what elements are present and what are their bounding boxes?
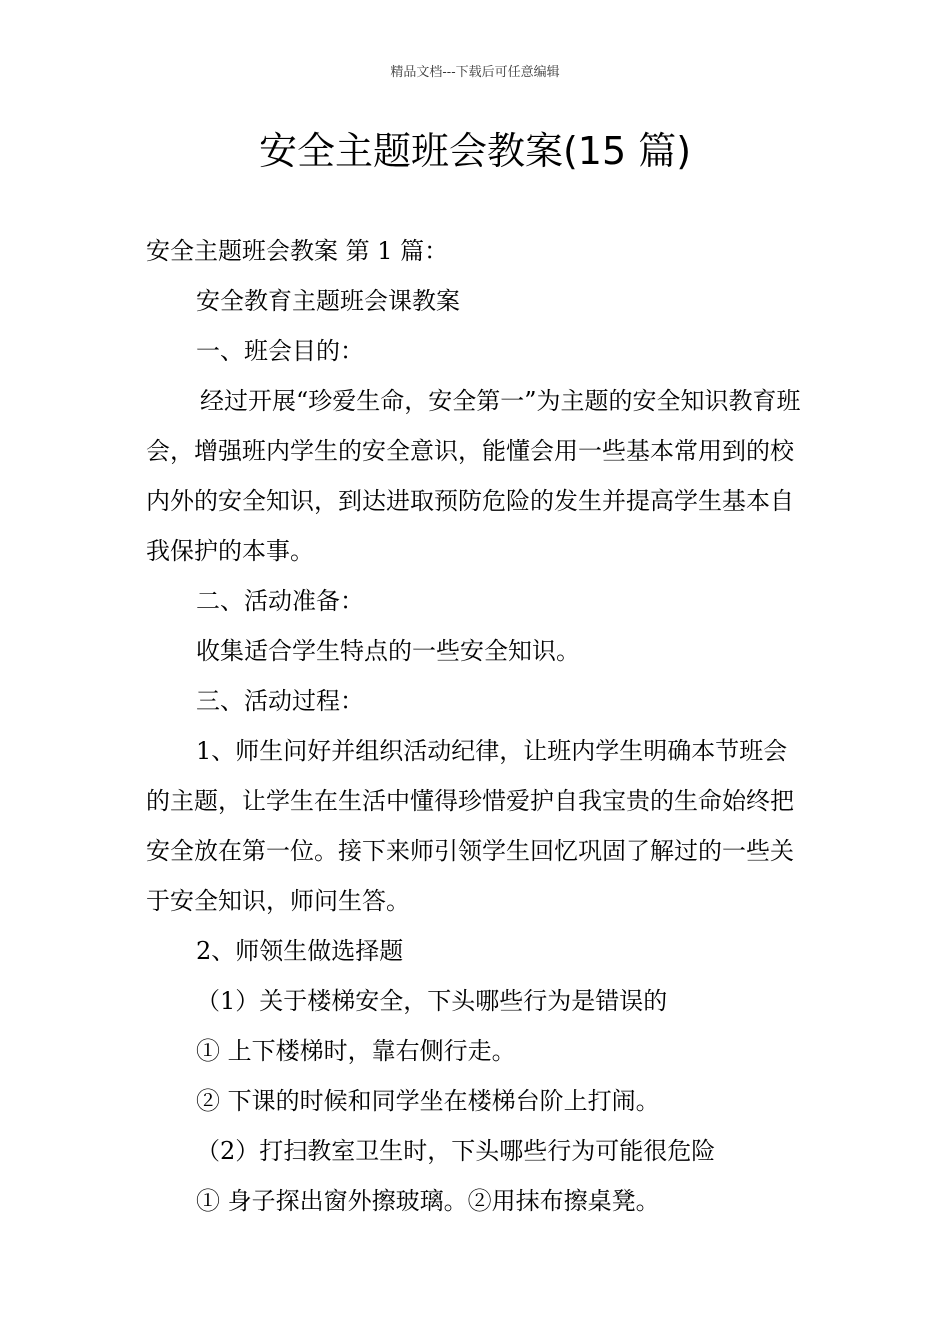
paragraph: 一、班会目的：: [196, 337, 364, 365]
paragraph: ① 上下楼梯时，靠右侧行走。: [196, 1037, 516, 1065]
paragraph: （2）打扫教室卫生时，下头哪些行为可能很危险: [196, 1137, 716, 1165]
document-title: 安全主题班会教案(15 篇): [258, 129, 692, 173]
document-body: [146, 226, 808, 1226]
paragraph: 收集适合学生特点的一些安全知识。: [196, 637, 580, 665]
paragraph: 二、活动准备：: [196, 587, 364, 615]
page-header-note: 精品文档---下载后可任意编辑: [390, 65, 560, 80]
paragraph: 2、师领生做选择题: [196, 937, 404, 965]
paragraph: 经过开展“珍爱生命，安全第一”为主题的安全知识教育班会，增强班内学生的安全意识，能懂会用一些基本常用到的校内外的安全知识，到达进取预防危险的发生并提高学生基本自我保护的本事。: [146, 387, 801, 565]
paragraph: 1、师生问好并组织活动纪律，让班内学生明确本节班会的主题，让学生在生活中懂得珍惜爱护自我宝贵的生命始终把安全放在第一位。接下来师引领学生回忆巩固了解过的一些关于安全知识，师问生答。: [146, 737, 794, 915]
paragraph: （1）关于楼梯安全，下头哪些行为是错误的: [196, 987, 668, 1015]
paragraph: ② 下课的时候和同学坐在楼梯台阶上打闹。: [196, 1087, 660, 1115]
paragraph: 三、活动过程：: [196, 687, 364, 715]
section-heading: 安全主题班会教案 第 1 篇：: [146, 237, 449, 265]
lesson-title: 安全教育主题班会课教案: [196, 287, 460, 315]
paragraph: ① 身子探出窗外擦玻璃。②用抹布擦桌凳。: [196, 1187, 660, 1215]
